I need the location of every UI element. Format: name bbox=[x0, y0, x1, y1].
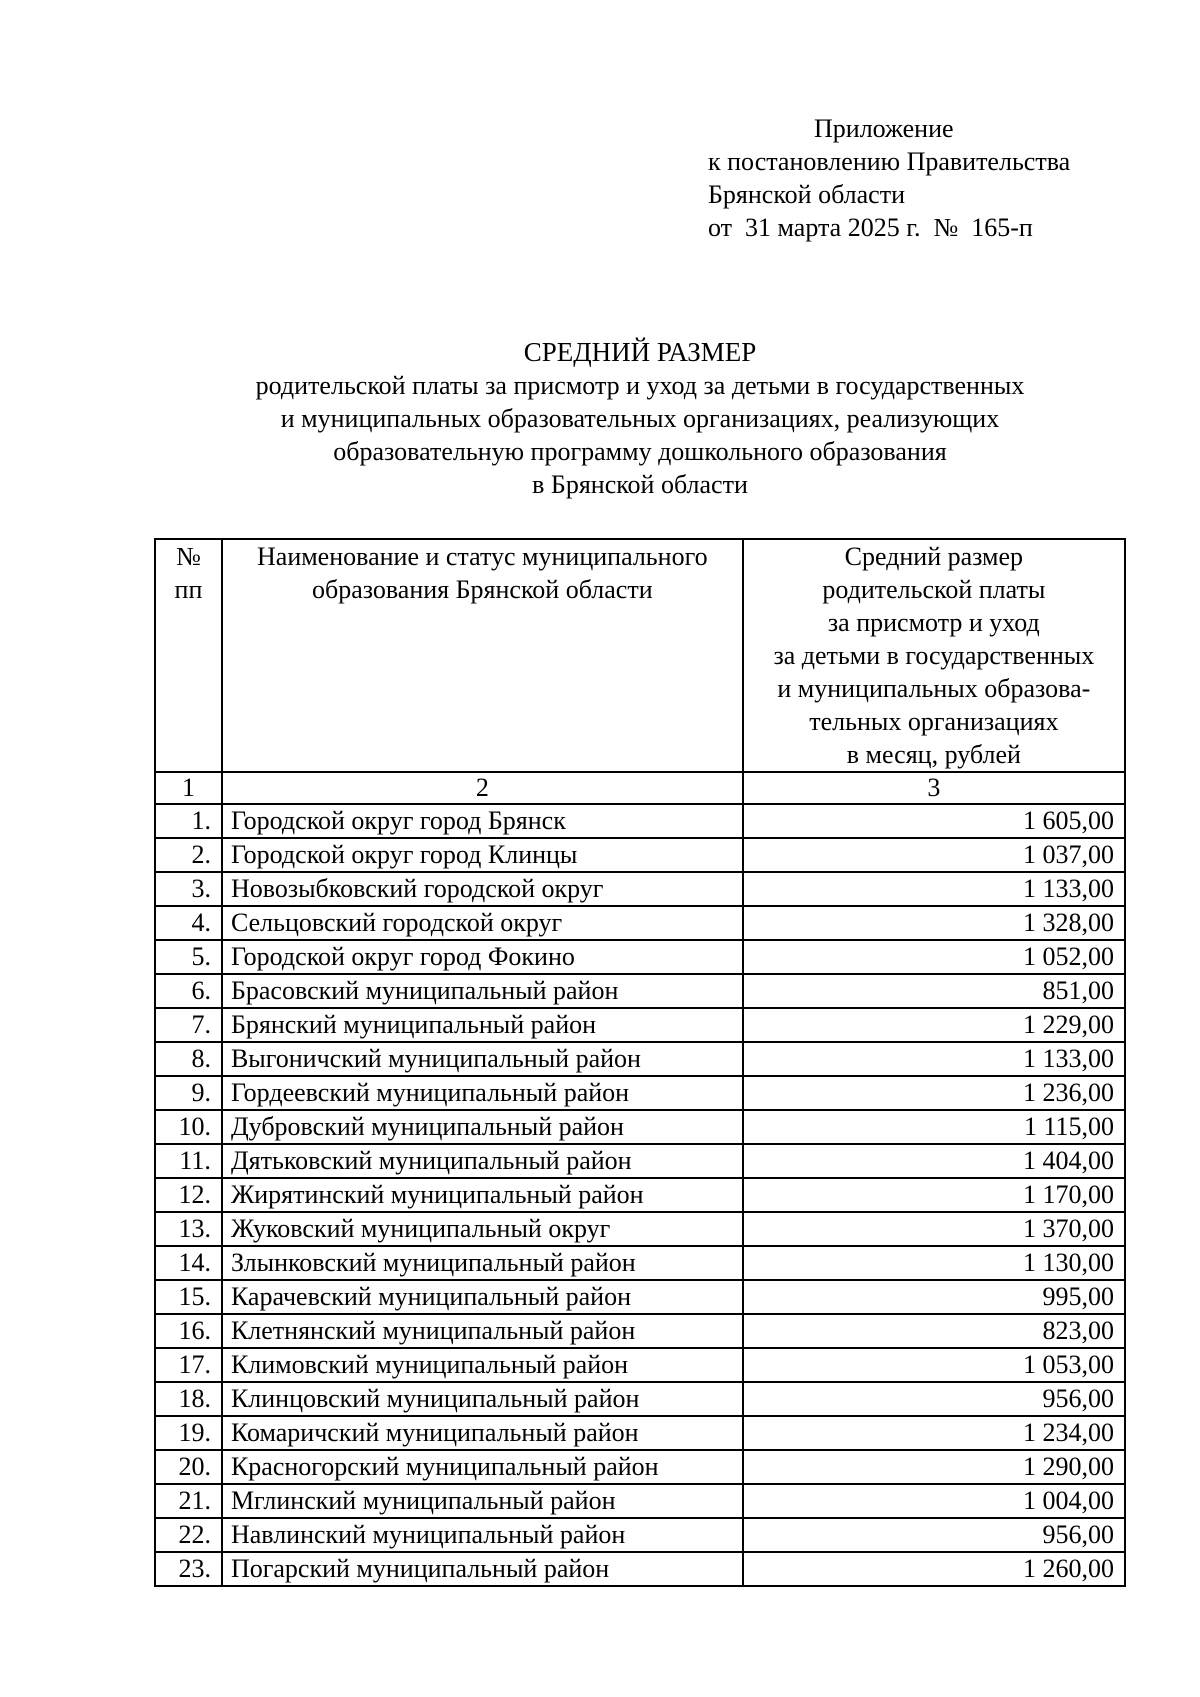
average-fee-value: 1 370,00 bbox=[743, 1212, 1125, 1246]
table-row bbox=[155, 1110, 1125, 1144]
header-fee-line: Средний размер bbox=[844, 542, 1024, 571]
row-number: 7. bbox=[155, 1008, 222, 1042]
appendix-block bbox=[708, 112, 1070, 244]
average-fee-value: 1 290,00 bbox=[743, 1450, 1125, 1484]
header-fee-line: за присмотр и уход bbox=[827, 608, 1040, 637]
table-row bbox=[155, 906, 1125, 940]
row-number: 21. bbox=[155, 1484, 222, 1518]
document-subtitle-line: образовательную программу дошкольного образования bbox=[333, 437, 947, 466]
average-fee-value: 1 328,00 bbox=[743, 906, 1125, 940]
header-number-line: № bbox=[176, 542, 201, 571]
column-number: 3 bbox=[743, 772, 1125, 804]
table-row bbox=[155, 1178, 1125, 1212]
row-number: 1. bbox=[155, 804, 222, 838]
municipality-name: Погарский муниципальный район bbox=[222, 1552, 743, 1586]
document-heading bbox=[150, 336, 1130, 501]
appendix-line: от 31 марта 2025 г. № 165-п bbox=[708, 213, 1033, 242]
municipality-name: Городской округ город Брянск bbox=[222, 804, 743, 838]
municipality-name: Навлинский муниципальный район bbox=[222, 1518, 743, 1552]
municipality-name: Клетнянский муниципальный район bbox=[222, 1314, 743, 1348]
municipality-name: Брасовский муниципальный район bbox=[222, 974, 743, 1008]
table-row bbox=[155, 1212, 1125, 1246]
average-fee-value: 1 053,00 bbox=[743, 1348, 1125, 1382]
row-number: 13. bbox=[155, 1212, 222, 1246]
table-row bbox=[155, 1042, 1125, 1076]
municipality-name: Дятьковский муниципальный район bbox=[222, 1144, 743, 1178]
municipality-name: Мглинский муниципальный район bbox=[222, 1484, 743, 1518]
average-fee-value: 1 260,00 bbox=[743, 1552, 1125, 1586]
row-number: 6. bbox=[155, 974, 222, 1008]
municipality-name: Карачевский муниципальный район bbox=[222, 1280, 743, 1314]
average-fee-value: 1 404,00 bbox=[743, 1144, 1125, 1178]
average-fee-value: 1 236,00 bbox=[743, 1076, 1125, 1110]
row-number: 3. bbox=[155, 872, 222, 906]
fees-table bbox=[154, 538, 1126, 1587]
row-number: 23. bbox=[155, 1552, 222, 1586]
average-fee-value: 1 229,00 bbox=[743, 1008, 1125, 1042]
column-number-row bbox=[155, 772, 1125, 804]
table-row bbox=[155, 1008, 1125, 1042]
header-fee-line: родительской платы bbox=[822, 575, 1046, 604]
municipality-name: Брянский муниципальный район bbox=[222, 1008, 743, 1042]
document-subtitle-line: родительской платы за присмотр и уход за детьми в государственных bbox=[255, 371, 1025, 400]
municipality-name: Городской округ город Клинцы bbox=[222, 838, 743, 872]
table-row bbox=[155, 838, 1125, 872]
average-fee-value: 995,00 bbox=[743, 1280, 1125, 1314]
row-number: 14. bbox=[155, 1246, 222, 1280]
average-fee-value: 956,00 bbox=[743, 1518, 1125, 1552]
table-row bbox=[155, 1518, 1125, 1552]
header-municipality bbox=[222, 539, 743, 772]
header-municipality-line: Наименование и статус муниципального bbox=[257, 542, 708, 571]
average-fee-value: 1 115,00 bbox=[743, 1110, 1125, 1144]
municipality-name: Городской округ город Фокино bbox=[222, 940, 743, 974]
table-row bbox=[155, 1382, 1125, 1416]
table-row bbox=[155, 1484, 1125, 1518]
appendix-line: Приложение bbox=[814, 114, 954, 143]
average-fee-value: 1 037,00 bbox=[743, 838, 1125, 872]
average-fee-value: 1 234,00 bbox=[743, 1416, 1125, 1450]
header-fee-line: за детьми в государственных bbox=[773, 641, 1095, 670]
average-fee-value: 1 605,00 bbox=[743, 804, 1125, 838]
row-number: 20. bbox=[155, 1450, 222, 1484]
table-row bbox=[155, 804, 1125, 838]
municipality-name: Клинцовский муниципальный район bbox=[222, 1382, 743, 1416]
municipality-name: Выгоничский муниципальный район bbox=[222, 1042, 743, 1076]
row-number: 9. bbox=[155, 1076, 222, 1110]
table-header-row bbox=[155, 539, 1125, 772]
table-row bbox=[155, 1280, 1125, 1314]
row-number: 4. bbox=[155, 906, 222, 940]
row-number: 10. bbox=[155, 1110, 222, 1144]
row-number: 18. bbox=[155, 1382, 222, 1416]
average-fee-value: 1 170,00 bbox=[743, 1178, 1125, 1212]
municipality-name: Красногорский муниципальный район bbox=[222, 1450, 743, 1484]
row-number: 11. bbox=[155, 1144, 222, 1178]
row-number: 2. bbox=[155, 838, 222, 872]
header-average-fee bbox=[743, 539, 1125, 772]
row-number: 17. bbox=[155, 1348, 222, 1382]
header-number-line: пп bbox=[174, 575, 203, 604]
row-number: 22. bbox=[155, 1518, 222, 1552]
table-row bbox=[155, 974, 1125, 1008]
municipality-name: Сельцовский городской округ bbox=[222, 906, 743, 940]
table-row bbox=[155, 1348, 1125, 1382]
header-municipality-line: образования Брянской области bbox=[311, 575, 653, 604]
document-subtitle-line: и муниципальных образовательных организациях, реализующих bbox=[280, 404, 1000, 433]
header-number bbox=[155, 539, 222, 772]
column-number: 2 bbox=[222, 772, 743, 804]
average-fee-value: 1 133,00 bbox=[743, 872, 1125, 906]
row-number: 19. bbox=[155, 1416, 222, 1450]
table-row bbox=[155, 872, 1125, 906]
header-fee-line: и муниципальных образова- bbox=[777, 674, 1091, 703]
municipality-name: Климовский муниципальный район bbox=[222, 1348, 743, 1382]
municipality-name: Гордеевский муниципальный район bbox=[222, 1076, 743, 1110]
table-row bbox=[155, 1144, 1125, 1178]
table-row bbox=[155, 1552, 1125, 1586]
table-row bbox=[155, 1450, 1125, 1484]
average-fee-value: 1 130,00 bbox=[743, 1246, 1125, 1280]
appendix-line: Брянской области bbox=[708, 180, 905, 209]
municipality-name: Жуковский муниципальный округ bbox=[222, 1212, 743, 1246]
header-fee-line: в месяц, рублей bbox=[846, 740, 1021, 769]
municipality-name: Жирятинский муниципальный район bbox=[222, 1178, 743, 1212]
document-title: СРЕДНИЙ РАЗМЕР bbox=[523, 337, 757, 367]
document-subtitle-line: в Брянской области bbox=[532, 470, 748, 499]
municipality-name: Злынковский муниципальный район bbox=[222, 1246, 743, 1280]
row-number: 5. bbox=[155, 940, 222, 974]
appendix-line: к постановлению Правительства bbox=[708, 147, 1071, 176]
table-body bbox=[155, 804, 1125, 1586]
table-row bbox=[155, 1314, 1125, 1348]
table-row bbox=[155, 1246, 1125, 1280]
table-row bbox=[155, 940, 1125, 974]
average-fee-value: 956,00 bbox=[743, 1382, 1125, 1416]
average-fee-value: 1 133,00 bbox=[743, 1042, 1125, 1076]
average-fee-value: 851,00 bbox=[743, 974, 1125, 1008]
average-fee-value: 1 004,00 bbox=[743, 1484, 1125, 1518]
row-number: 15. bbox=[155, 1280, 222, 1314]
column-number: 1 bbox=[155, 772, 222, 804]
average-fee-value: 823,00 bbox=[743, 1314, 1125, 1348]
average-fee-value: 1 052,00 bbox=[743, 940, 1125, 974]
municipality-name: Новозыбковский городской округ bbox=[222, 872, 743, 906]
table-row bbox=[155, 1076, 1125, 1110]
row-number: 16. bbox=[155, 1314, 222, 1348]
row-number: 8. bbox=[155, 1042, 222, 1076]
table-row bbox=[155, 1416, 1125, 1450]
header-fee-line: тельных организациях bbox=[809, 707, 1059, 736]
row-number: 12. bbox=[155, 1178, 222, 1212]
municipality-name: Комаричский муниципальный район bbox=[222, 1416, 743, 1450]
municipality-name: Дубровский муниципальный район bbox=[222, 1110, 743, 1144]
